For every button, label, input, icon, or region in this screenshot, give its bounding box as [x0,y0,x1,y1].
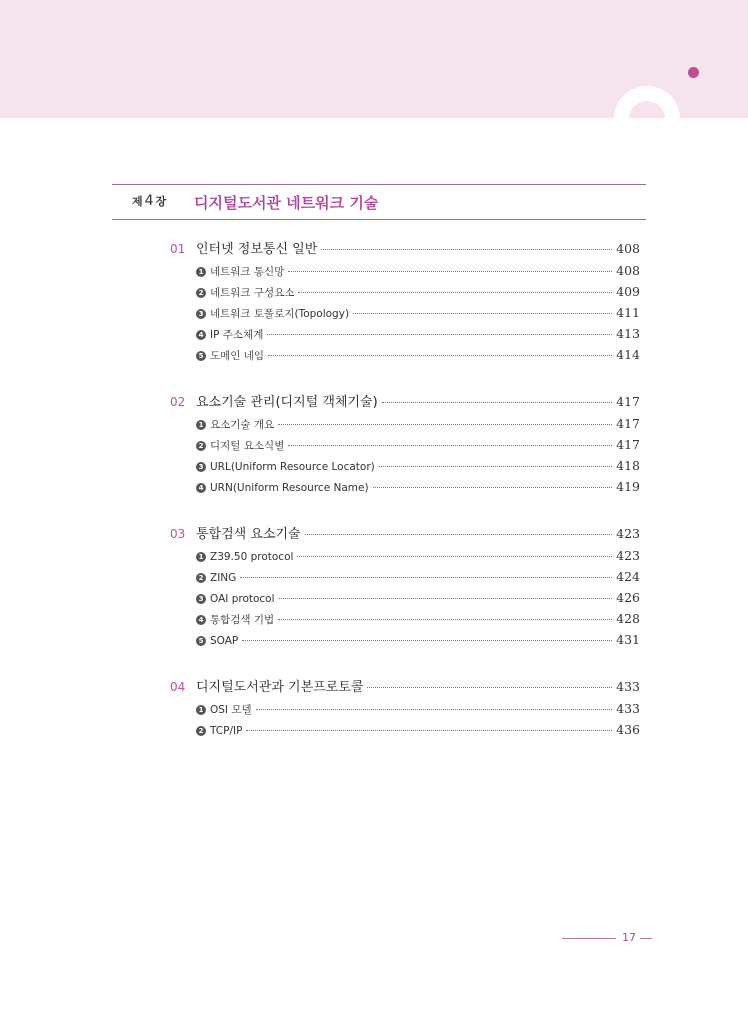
dot-leader [382,402,612,403]
subsection-title: OSI 모델 [210,704,252,716]
section-number: 03 [170,527,186,541]
section-number: 04 [170,680,186,694]
dot-leader [268,355,612,356]
page-number: 409 [616,284,640,299]
subsection-title: 도메인 네임 [210,350,265,362]
subsection-entry[interactable] [170,569,640,590]
subsection-title: SOAP [210,635,239,647]
number-bullet-icon: 1 [196,552,206,562]
subsection-title: URL(Uniform Resource Locator) [210,461,375,473]
number-bullet-icon: 1 [196,420,206,430]
chapter-header [112,184,646,220]
page-number: 411 [616,305,640,320]
accent-dot [688,67,699,78]
number-bullet-icon: 3 [196,309,206,319]
subsection-entry[interactable] [170,458,640,479]
subsection-entry[interactable] [170,263,640,284]
dot-leader [240,577,612,578]
chapter-label [132,193,166,209]
subsection-title: 디지털 요소식별 [210,440,285,452]
number-bullet-icon: 2 [196,573,206,583]
number-bullet-icon: 4 [196,483,206,493]
subsection-title: OAI protocol [210,593,275,605]
number-bullet-icon: 1 [196,705,206,715]
dot-leader [246,730,612,731]
subsection-title: TCP/IP [210,725,243,737]
subsection-title: 네트워크 구성요소 [210,287,295,299]
toc-section [170,523,640,653]
dot-leader [297,556,612,557]
dot-leader [267,334,612,335]
page-number: 419 [616,479,640,494]
number-bullet-icon: 5 [196,351,206,361]
page-number: 436 [616,722,640,737]
footer-rule-left [562,938,616,939]
section-title: 요소기술 관리(디지털 객체기술) [196,395,378,410]
dot-leader [353,313,612,314]
number-bullet-icon: 5 [196,636,206,646]
number-bullet-icon: 2 [196,726,206,736]
page-footer [562,931,652,945]
subsection-entry[interactable] [170,479,640,500]
section-entry[interactable] [170,238,640,263]
dot-leader [279,598,613,599]
subsection-entry[interactable] [170,548,640,569]
dot-leader [278,619,612,620]
footer-page-number: 17 [622,931,636,944]
toc-section [170,676,640,743]
dot-leader [288,271,612,272]
page-number: 424 [616,569,640,584]
dot-leader [373,487,613,488]
number-bullet-icon: 2 [196,288,206,298]
subsection-entry[interactable] [170,347,640,368]
subsection-title: Z39.50 protocol [210,551,294,563]
section-title: 디지털도서관과 기본프로토콜 [196,680,364,695]
page-number: 418 [616,458,640,473]
footer-rule-right [640,938,652,939]
subsection-entry[interactable] [170,305,640,326]
subsection-title: 통합검색 기법 [210,614,275,626]
dot-leader [242,640,612,641]
page-number: 417 [616,437,640,452]
dot-leader [256,709,612,710]
page-number: 433 [616,701,640,716]
page-number: 426 [616,590,640,605]
subsection-title: 네트워크 토폴로지(Topology) [210,308,350,320]
dot-leader [379,466,612,467]
subsection-title: 요소기술 개요 [210,419,275,431]
toc-section [170,238,640,368]
number-bullet-icon: 3 [196,594,206,604]
toc-section [170,391,640,500]
page-number: 408 [616,263,640,278]
number-bullet-icon: 4 [196,615,206,625]
page-number: 428 [616,611,640,626]
section-title: 인터넷 정보통신 일반 [196,242,318,257]
chapter-title: 디지털도서관 네트워크 기술 [194,194,379,212]
dot-leader [305,534,613,535]
number-bullet-icon: 4 [196,330,206,340]
dot-leader [298,292,612,293]
page-number: 417 [616,394,640,409]
dot-leader [367,687,612,688]
subsection-entry[interactable] [170,632,640,653]
section-entry[interactable] [170,523,640,548]
chapter-number: 4 [144,193,154,209]
page-number: 423 [616,548,640,563]
page-number: 433 [616,679,640,694]
subsection-entry[interactable] [170,416,640,437]
subsection-title: 네트워크 통신망 [210,266,285,278]
chapter-prefix-post: 장 [155,195,167,208]
page-number: 431 [616,632,640,647]
section-title: 통합검색 요소기술 [196,527,301,542]
section-entry[interactable] [170,391,640,416]
number-bullet-icon: 1 [196,267,206,277]
subsection-title: IP 주소체계 [210,329,264,341]
number-bullet-icon: 2 [196,441,206,451]
subsection-title: URN(Uniform Resource Name) [210,482,369,494]
table-of-contents [170,238,640,766]
number-bullet-icon: 3 [196,462,206,472]
page-number: 423 [616,526,640,541]
page-number: 413 [616,326,640,341]
subsection-entry[interactable] [170,722,640,743]
chapter-prefix-pre: 제 [132,195,143,208]
dot-leader [288,445,612,446]
dot-leader [321,249,612,250]
section-number: 02 [170,395,186,409]
subsection-entry[interactable] [170,284,640,305]
page-number: 417 [616,416,640,431]
page-number: 414 [616,347,640,362]
subsection-entry[interactable] [170,590,640,611]
subsection-entry[interactable] [170,611,640,632]
subsection-entry[interactable] [170,326,640,347]
page-number: 408 [616,241,640,256]
decorative-ring [614,86,680,118]
section-entry[interactable] [170,676,640,701]
subsection-entry[interactable] [170,437,640,458]
subsection-entry[interactable] [170,701,640,722]
section-number: 01 [170,242,186,256]
subsection-title: ZING [210,572,237,584]
dot-leader [278,424,612,425]
header-band [0,0,748,118]
